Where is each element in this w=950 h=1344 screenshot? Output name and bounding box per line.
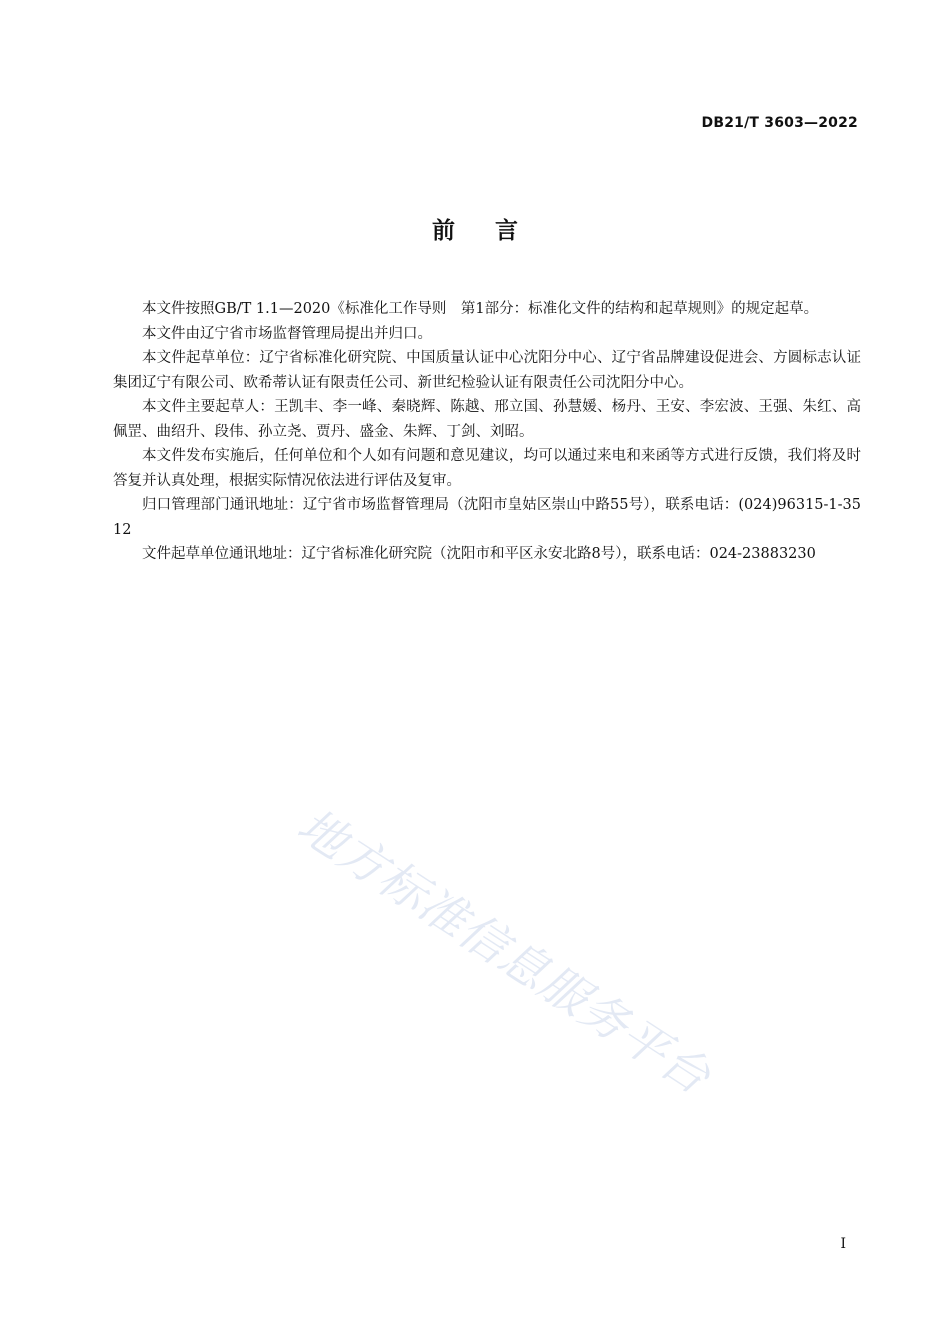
paragraph-feedback: 本文件发布实施后，任何单位和个人如有问题和意见建议，均可以通过来电和来函等方式进行反馈，我们将及时答复并认真处理，根据实际情况依法进行评估及复审。 (113, 448, 861, 489)
paragraph-drafters: 本文件主要起草人：王凯丰、李一峰、秦晓辉、陈越、邢立国、孙慧媛、杨丹、王安、李宏波、王强、朱红、高佩罡、曲绍升、段伟、孙立尧、贾丹、盛金、朱辉、丁剑、刘昭。 (113, 399, 861, 440)
foreword-body (113, 297, 861, 567)
document-code: DB21/T 3603—2022 (701, 115, 858, 131)
paragraph-authority-contact: 归口管理部门通讯地址：辽宁省市场监督管理局（沈阳市皇姑区崇山中路55号），联系电话：(024)96315-1-3512 (113, 497, 861, 538)
paragraph-drafting-units: 本文件起草单位：辽宁省标准化研究院、中国质量认证中心沈阳分中心、辽宁省品牌建设促进会、方圆标志认证集团辽宁有限公司、欧希蒂认证有限责任公司、新世纪检验认证有限责任公司沈阳分中心。 (113, 350, 861, 391)
paragraph-drafting-rules: 本文件按照GB/T 1.1—2020《标准化工作导则 第1部分：标准化文件的结构和起草规则》的规定起草。 (142, 301, 819, 317)
watermark: 地方标准信息服务平台 (287, 798, 721, 1106)
paragraph-drafter-contact: 文件起草单位通讯地址：辽宁省标准化研究院（沈阳市和平区永安北路8号），联系电话：024-23883230 (142, 546, 816, 562)
page-number: I (840, 1236, 846, 1252)
paragraph-proposer: 本文件由辽宁省市场监督管理局提出并归口。 (142, 325, 432, 342)
page-title: 前言 (432, 218, 558, 244)
